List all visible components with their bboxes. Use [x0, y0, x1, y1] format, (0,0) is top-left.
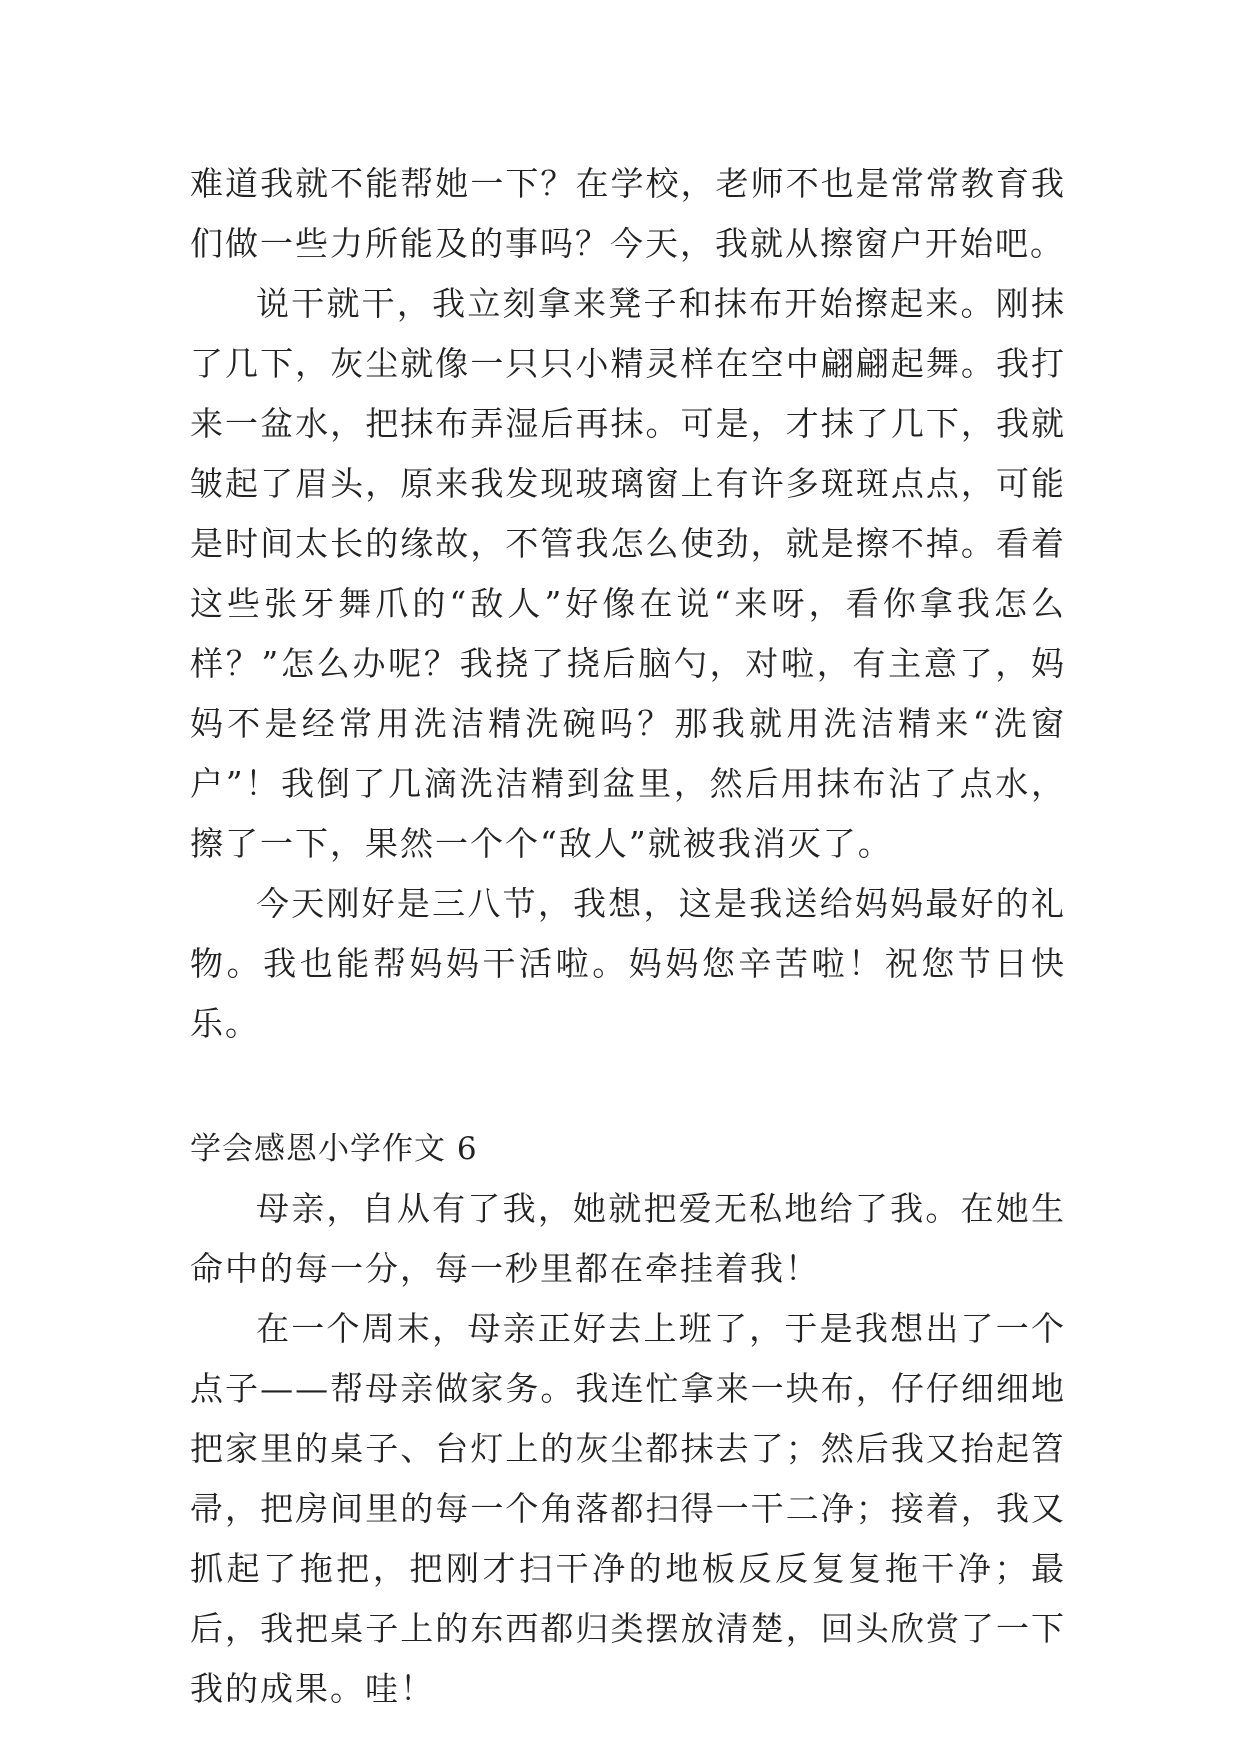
document-body	[190, 154, 1066, 1719]
paragraph-mother-love: 母亲，自从有了我，她就把爱无私地给了我。在她生命中的每一分，每一秒里都在牵挂着我！	[190, 1189, 1066, 1288]
paragraph-cleaning-window: 说干就干，我立刻拿来凳子和抹布开始擦起来。刚抹了几下，灰尘就像一只只小精灵样在空中翩翩起舞。我打来一盆水，把抹布弄湿后再抹。可是，才抹了几下，我就皱起了眉头，原来我发现玻璃窗上有许多斑斑点点，可能是时间太长的缘故，不管我怎么使劲，就是擦不掉。看着这些张牙舞爪的“敌人”好像在说“来呀，看你拿我怎么样？”怎么办呢？我挠了挠后脑勺，对啦，有主意了，妈妈不是经常用洗洁精洗碗吗？那我就用洗洁精来“洗窗户”！我倒了几滴洗洁精到盆里，然后用抹布沾了点水，擦了一下，果然一个个“敌人”就被我消灭了。	[190, 284, 1066, 863]
paragraph-continuation: 难道我就不能帮她一下？在学校，老师不也是常常教育我们做一些力所能及的事吗？今天，我就从擦窗户开始吧。	[190, 164, 1066, 263]
paragraph-womens-day: 今天刚好是三八节，我想，这是我送给妈妈最好的礼物。我也能帮妈妈干活啦。妈妈您辛苦啦！祝您节日快乐。	[190, 884, 1066, 1043]
section-title: 学会感恩小学作文 6	[190, 1131, 478, 1167]
paragraph-housework: 在一个周末，母亲正好去上班了，于是我想出了一个点子——帮母亲做家务。我连忙拿来一块布，仔仔细细地把家里的桌子、台灯上的灰尘都抹去了；然后我又抬起笤帚，把房间里的每一个角落都扫得一干二净；接着，我又抓起了拖把，把刚才扫干净的地板反反复复拖干净；最后，我把桌子上的东西都归类摆放清楚，回头欣赏了一下我的成果。哇！	[190, 1309, 1066, 1708]
